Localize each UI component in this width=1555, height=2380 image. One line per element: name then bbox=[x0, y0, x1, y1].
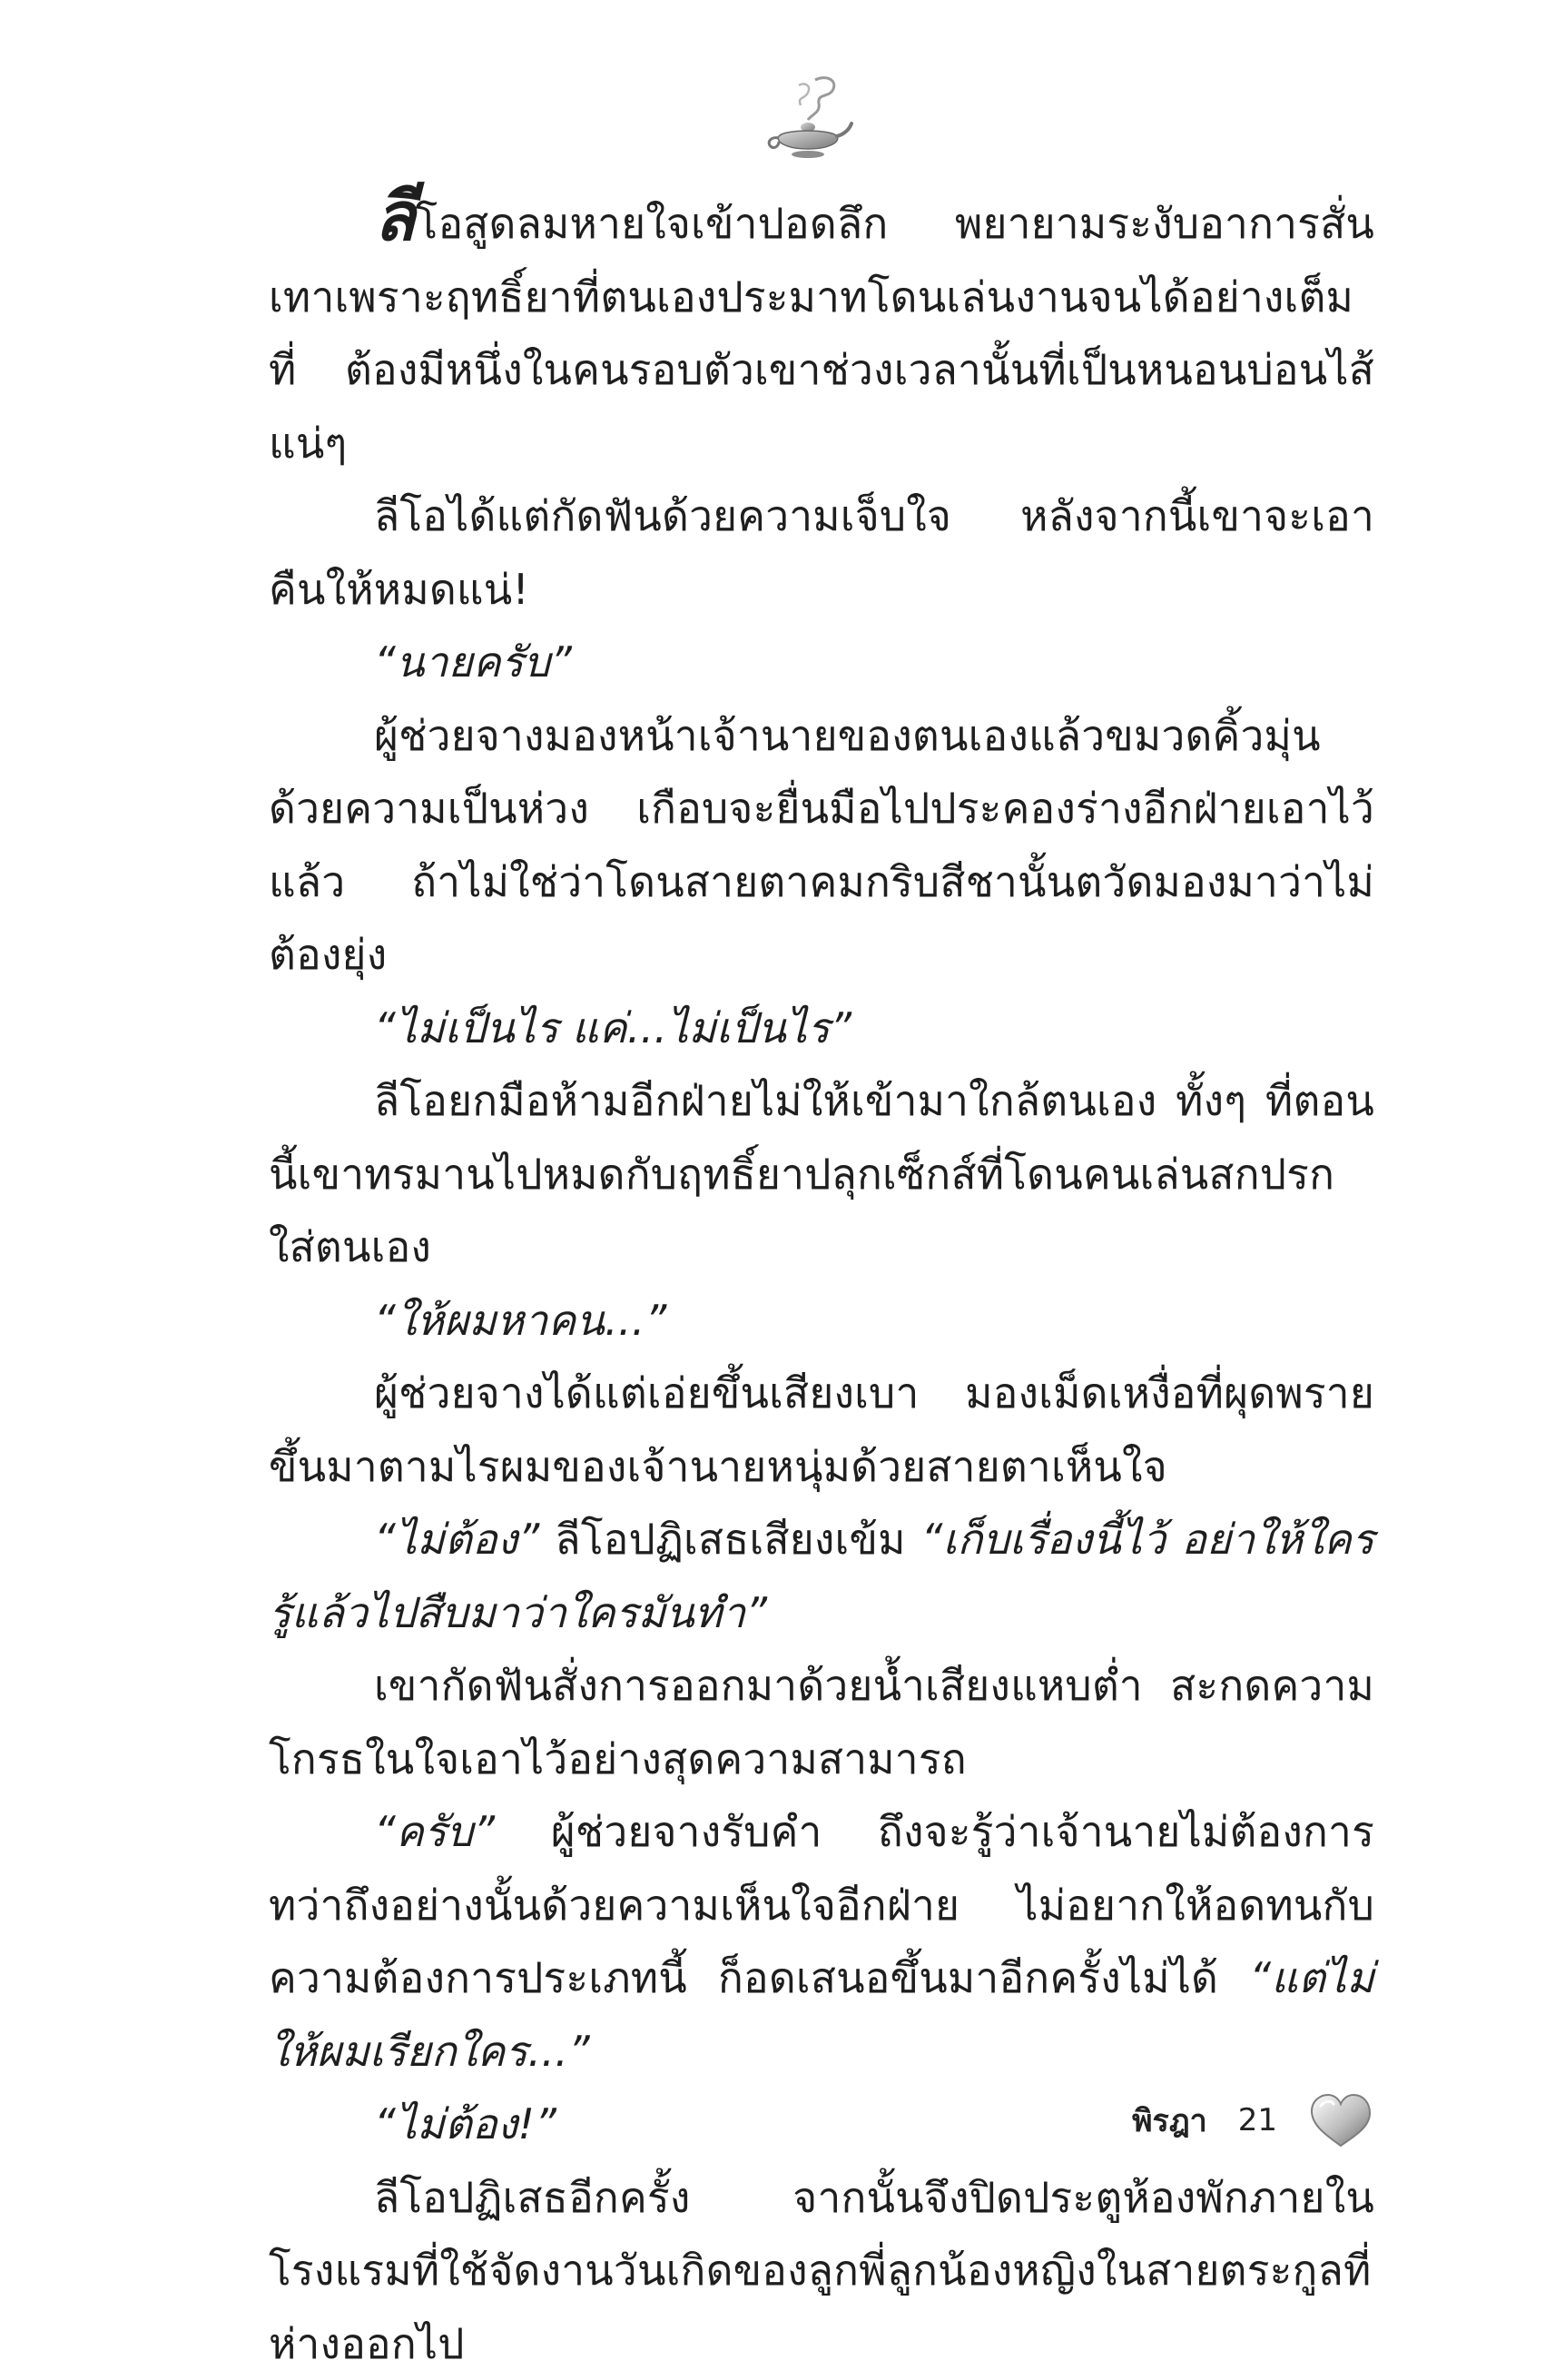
magic-lamp-icon bbox=[763, 73, 853, 163]
dialogue-line bbox=[269, 1284, 1374, 1358]
paragraph-text: โอสูดลมหายใจเข้าปอดลึก พยายามระงับอาการสั่นเทาเพราะฤทธิ์ยาที่ตนเองประมาทโดนเล่นงานจนได้อย่างเต็มที่ ต้องมีหนึ่งในคนรอบตัวเขาช่วงเวลานั้นที่เป็นหนอนบ่อนไส้แน่ๆ bbox=[269, 199, 1374, 468]
paragraph-text: ลีโอปฏิเสธเสียงเข้ม bbox=[539, 1515, 920, 1564]
dialogue-line bbox=[269, 992, 1374, 1065]
paragraph-text: ผู้ช่วยจางรับคำ ถึงจะรู้ว่าเจ้านายไม่ต้องการ ทว่าถึงอย่างนั้นด้วยความเห็นใจอีกฝ่าย ไม่อยากให้อดทนกับความต้องการประเภทนี้ ก็อดเสนอขึ้นมาอีกครั้งไม่ได้ bbox=[269, 1807, 1374, 2002]
paragraph bbox=[269, 187, 1374, 479]
dialogue-text: “ครับ” bbox=[374, 1807, 495, 1856]
dialogue-text: “ไม่ต้อง!” bbox=[374, 2099, 556, 2148]
heart-icon bbox=[1308, 2091, 1373, 2149]
paragraph bbox=[269, 699, 1374, 992]
paragraph bbox=[269, 1795, 1374, 2088]
paragraph-text: ผู้ช่วยจางมองหน้าเจ้านายของตนเองแล้วขมวดคิ้วมุ่นด้วยความเป็นห่วง เกือบจะยื่นมือไปประคองร่างอีกฝ่ายเอาไว้แล้ว ถ้าไม่ใช่ว่าโดนสายตาคมกริบสีชานั้นตวัดมองมาว่าไม่ต้องยุ่ง bbox=[269, 711, 1374, 980]
dialogue-text: “แต่ไม่ให้ผมเรียกใคร...” bbox=[269, 1953, 1374, 2076]
dialogue-text: “เก็บเรื่องนี้ไว้ อย่าให้ใครรู้แล้วไปสืบมาว่าใครมันทำ” bbox=[269, 1515, 1374, 1637]
dialogue-line bbox=[269, 626, 1374, 699]
paragraph-text: เขากัดฟันสั่งการออกมาด้วยน้ำเสียงแหบต่ำ สะกดความโกรธในใจเอาไว้อย่างสุดความสามารถ bbox=[269, 1661, 1374, 1783]
paragraph bbox=[269, 1503, 1374, 1649]
dialogue-text: “ไม่เป็นไร แค่...ไม่เป็นไร” bbox=[374, 1003, 851, 1052]
author-name: พิรฎา bbox=[1132, 2096, 1207, 2145]
page-footer bbox=[1132, 2089, 1373, 2152]
page-number: 21 bbox=[1238, 2102, 1277, 2138]
dialogue-text: “ให้ผมหาคน...” bbox=[374, 1296, 667, 1345]
paragraph bbox=[269, 479, 1374, 626]
dialogue-text: “ไม่ต้อง” bbox=[374, 1515, 539, 1564]
paragraph-text: ผู้ช่วยจางได้แต่เอ่ยขึ้นเสียงเบา มองเม็ดเหงื่อที่ผุดพรายขึ้นมาตามไรผมของเจ้านายหนุ่มด้วยสายตาเห็นใจ bbox=[269, 1368, 1374, 1491]
paragraph bbox=[269, 2161, 1374, 2380]
paragraph bbox=[269, 1357, 1374, 1503]
paragraph-text: ลีโอยกมือห้ามอีกฝ่ายไม่ให้เข้ามาใกล้ตนเอง ทั้งๆ ที่ตอนนี้เขาทรมานไปหมดกับฤทธิ์ยาปลุกเซ็กส์ที่โดนคนเล่นสกปรกใส่ตนเอง bbox=[269, 1076, 1374, 1271]
dialogue-text: “นายครับ” bbox=[374, 637, 572, 686]
paragraph bbox=[269, 1649, 1374, 1795]
story-text bbox=[269, 187, 1374, 2380]
paragraph-text: ลีโอปฏิเสธอีกครั้ง จากนั้นจึงปิดประตูห้องพักภายในโรงแรมที่ใช้จัดงานวันเกิดของลูกพี่ลูกน้องหญิงในสายตระกูลที่ห่างออกไป bbox=[269, 2173, 1374, 2368]
paragraph bbox=[269, 1064, 1374, 1284]
paragraph-text: ลีโอได้แต่กัดฟันด้วยความเจ็บใจ หลังจากนี้เขาจะเอาคืนให้หมดแน่! bbox=[269, 491, 1374, 614]
drop-cap: ลี bbox=[374, 178, 416, 256]
